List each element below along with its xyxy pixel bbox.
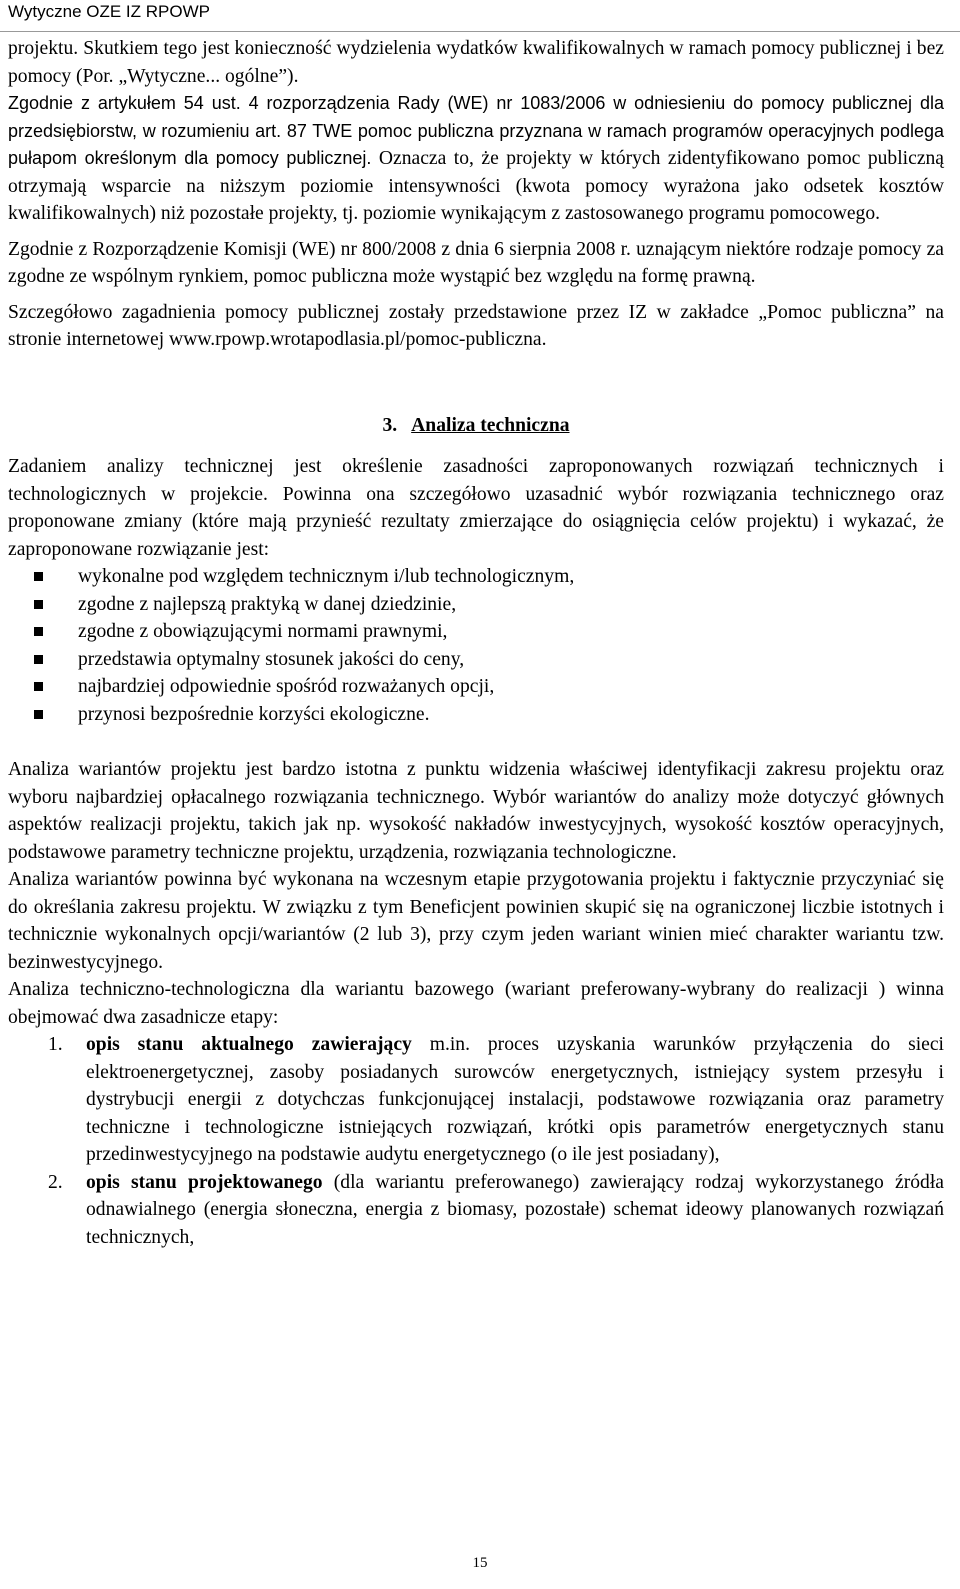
paragraph-techno-analysis: Analiza techniczno-technologiczna dla wariantu bazowego (wariant preferowany-wybrany do realizacji ) winna obejmować dwa zasadnicze etapy: xyxy=(8,979,944,1028)
stage-number: 2. xyxy=(48,1171,63,1193)
paragraph-variants-analysis: Analiza wariantów projektu jest bardzo istotna z punktu widzenia właściwej identyfikacji zakresu projektu oraz wyboru najbardziej opłacalnego rozwiązania technicznego. Wybór wariantów do analizy może dotyczyć głównych aspektów realizacji projektu, takich jak np. wysokość nakładów inwestycyjnych, wysokość kosztów operacyjnych, podstawowe parametry techniczne projektu, urządzenia, rozwiązania technologiczne. xyxy=(8,759,944,863)
paragraph-article-54-part2: Oznacza to, że projekty w których zidentyfikowano pomoc publiczną otrzymają wsparcie na niższym poziomie intensywności (kwota pomocy wyrażona jako odsetek kosztów kwalifikowalnych) niż pozostałe projekty, tj. poziomie wynikającym z zastosowanego programu pomocowego. xyxy=(8,148,945,224)
spacer xyxy=(8,728,944,756)
list-item: przynosi bezpośrednie korzyści ekologiczne. xyxy=(78,701,944,729)
header-divider xyxy=(0,31,960,32)
stage-item xyxy=(48,1031,944,1169)
section-number: 3. xyxy=(382,414,398,436)
stage-title: opis stanu projektowanego xyxy=(86,1171,323,1193)
section-title: Analiza techniczna xyxy=(411,414,570,436)
list-item: wykonalne pod względem technicznym i/lub technologicznym, xyxy=(78,563,944,591)
list-item: zgodne z obowiązującymi normami prawnymi, xyxy=(78,618,944,646)
stages-list xyxy=(8,1031,944,1251)
paragraph-article-54 xyxy=(8,90,944,228)
list-item: najbardziej odpowiednie spośród rozważanych opcji, xyxy=(78,673,944,701)
list-item: zgodne z najlepszą praktyką w danej dziedzinie, xyxy=(78,591,944,619)
stage-description: (dla wariantu preferowanego) zawierający rodzaj wykorzystanego źródła odnawialnego (energia słoneczna, energia z biomasy, pozostałe) schemat ideowy planowanych rozwiązań technicznych, xyxy=(86,1171,944,1248)
stage-description: m.in. proces uzyskania warunków przyłączenia do sieci elektroenergetycznej, zasoby posiadanych surowców energetycznych, istniejący system przesyłu i dystrybucji energii z dotychczas funkcjonującej instalacji, podstawowe rozwiązania oraz parametry techniczne i technologiczne istniejących rozwiązań, krótki opis parametrów energetycznych stanu przedinwestycyjnego na podstawie audytu energetycznego (o ile jest posiadany), xyxy=(86,1034,944,1165)
page-number: 15 xyxy=(472,1555,488,1571)
stage-item xyxy=(48,1169,944,1252)
paragraph-intro: projektu. Skutkiem tego jest konieczność wydzielenia wydatków kwalifikowalnych w ramach pomocy publicznej i bez pomocy (Por. „Wytyczne... ogólne”). xyxy=(8,38,944,87)
paragraph-public-aid-link: Szczegółowo zagadnienia pomocy publicznej zostały przedstawione przez IZ w zakładce „Pomoc publiczna” na stronie internetowej www.rpowp.wrotapodlasia.pl/pomoc-publiczna. xyxy=(8,301,944,350)
paragraph-regulation-800: Zgodnie z Rozporządzenie Komisji (WE) nr 800/2008 z dnia 6 sierpnia 2008 r. uznającym niektóre rodzaje pomocy za zgodne ze wspólnym rynkiem, pomoc publiczna może wystąpić bez względu na formę prawną. xyxy=(8,238,944,287)
stage-title: opis stanu aktualnego zawierający xyxy=(86,1034,412,1055)
paragraph-article-54-part1: Zgodnie z artykułem 54 ust. 4 rozporządzenia Rady (WE) nr 1083/2006 w odniesieniu do pomocy publicznej dla przedsiębiorstw, w rozumieniu art. 87 TWE pomoc publiczna przyznana w ramach programów operacyjnych podlega pułapom określonym dla pomocy publicznej. xyxy=(8,93,944,168)
criteria-list xyxy=(8,563,944,728)
stage-number: 1. xyxy=(48,1034,63,1055)
paragraph-technical-analysis: Zadaniem analizy technicznej jest określenie zasadności zaproponowanych rozwiązań technicznych i technologicznych w projekcie. Powinna ona szczegółowo uzasadnić wybór rozwiązania technicznego oraz proponowane zmiany (które mają przynieść rezultaty zmierzające do osiągnięcia celów projektu) i wykazać, że zaproponowane rozwiązanie jest: xyxy=(8,456,944,560)
page-content xyxy=(8,35,944,1251)
paragraph-variants-timing: Analiza wariantów powinna być wykonana na wczesnym etapie przygotowania projektu i faktycznie przyczyniać się do określania zakresu projektu. W związku z tym Beneficjent powinien skupić się na ograniczonej liczbie istotnych i technicznie wykonalnych opcji/wariantów (2 lub 3), przy czym jeden wariant winien mieć charakter wariantu tzw. bezinwestycyjnego. xyxy=(8,869,944,973)
page-header: Wytyczne OZE IZ RPOWP xyxy=(8,2,210,21)
list-item: przedstawia optymalny stosunek jakości do ceny, xyxy=(78,646,944,674)
section-heading xyxy=(8,412,944,440)
